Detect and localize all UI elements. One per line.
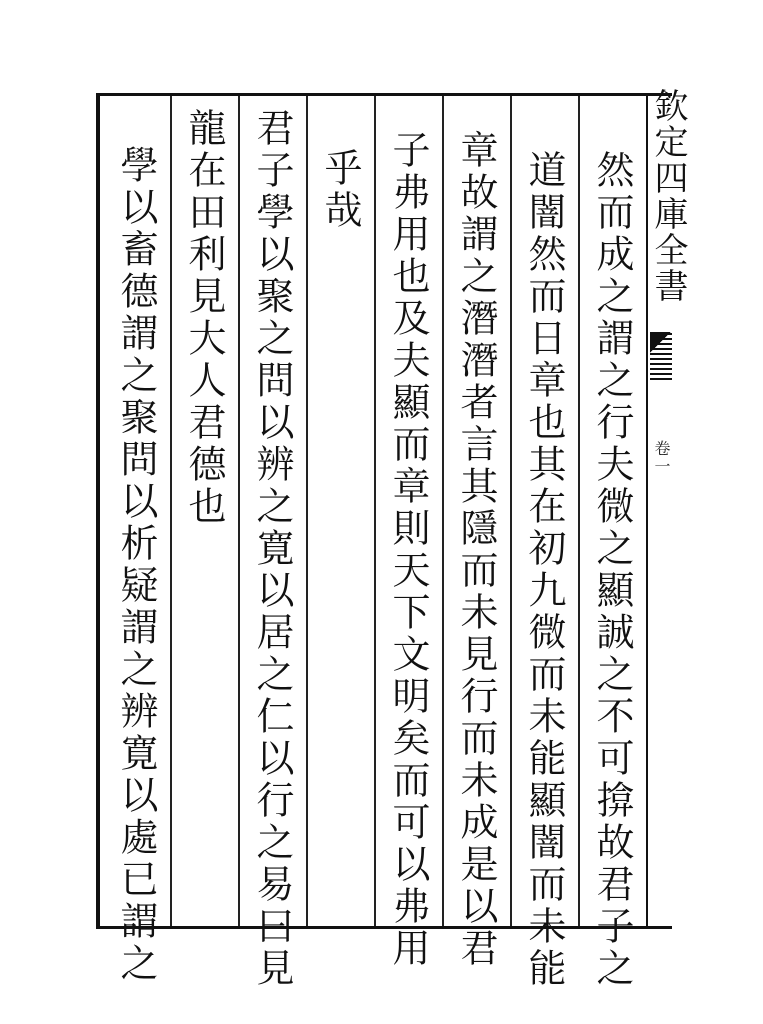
column-rule [238,96,240,926]
text-column-4: 子弗用也及夫顯而章則天下文明矣而可以弗用 [386,130,430,970]
column-rule [510,96,512,926]
fishtail-mark [650,332,672,380]
column-rule [170,96,172,926]
column-rule [578,96,580,926]
column-rule [306,96,308,926]
text-column-5: 乎哉 [318,148,362,232]
text-column-3: 章故謂之潛潛者言其隱而未見行而未成是以君 [454,130,498,970]
column-rule [442,96,444,926]
text-column-1: 然而成之謂之行夫微之顯誠之不可揜故君子之 [590,150,634,990]
text-column-7: 龍在田利見大人君德也 [182,108,226,528]
volume-note: 卷一 [652,440,671,476]
text-column-2: 道闇然而日章也其在初九微而未能顯闇而未能 [522,150,566,990]
text-column-6: 君子學以聚之問以辨之寛以居之仁以行之易曰見 [250,108,294,990]
column-rule [374,96,376,926]
text-column-8: 學以畜德謂之聚問以析疑謂之辨寛以處已謂之 [114,145,158,985]
collection-title: 欽定四庫全書 [648,88,688,304]
